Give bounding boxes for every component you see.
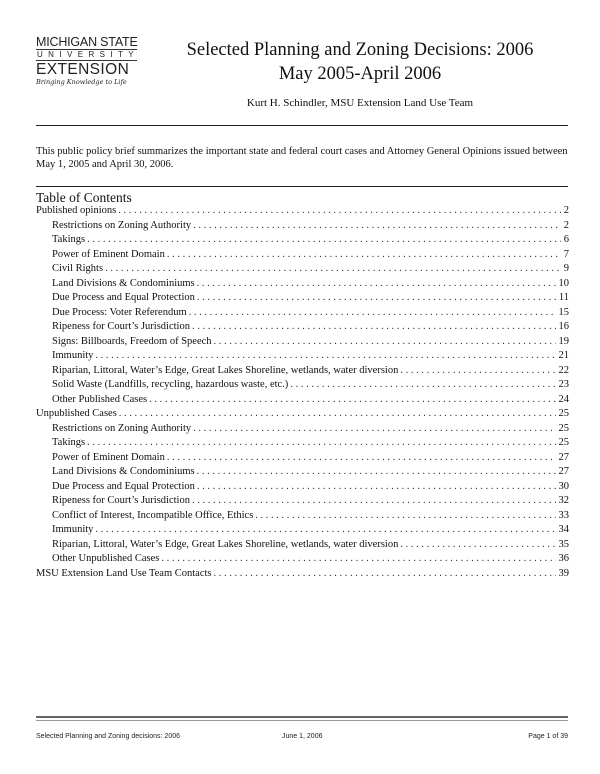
toc-entry[interactable] <box>36 539 569 554</box>
toc-entry-label: Due Process: Voter Referendum <box>52 306 187 318</box>
title-line-1: Selected Planning and Zoning Decisions: 2006 <box>186 40 534 60</box>
logo-line-1: MICHIGAN STATE <box>36 35 138 49</box>
toc-entry-label: Other Unpublished Cases <box>52 553 160 564</box>
toc-entry-page: 32 <box>558 495 569 506</box>
footer-date: June 1, 2006 <box>282 733 323 740</box>
toc-entry[interactable] <box>36 336 569 351</box>
toc-leader-dots <box>87 437 555 448</box>
logo-tagline: Bringing Knowledge to Life <box>36 78 127 86</box>
author-line: Kurt H. Schindler, MSU Extension Land Use Team <box>246 97 474 109</box>
table-of-contents <box>36 205 569 582</box>
toc-entry-page: 9 <box>563 263 569 274</box>
toc-entry[interactable] <box>36 321 569 336</box>
toc-entry-page: 10 <box>558 277 569 289</box>
toc-entry-page: 6 <box>563 234 569 245</box>
toc-entry[interactable] <box>36 263 569 278</box>
toc-entry-page: 21 <box>558 350 569 361</box>
toc-entry-label: Takings <box>52 234 86 245</box>
toc-entry-page: 39 <box>558 567 569 579</box>
toc-entry[interactable] <box>36 350 569 365</box>
toc-entry[interactable] <box>36 220 569 235</box>
toc-entry-page: 24 <box>558 393 569 405</box>
toc-entry-label: Restrictions on Zoning Authority <box>52 422 192 434</box>
toc-entry-label: Immunity <box>52 350 94 361</box>
logo-line-2: UNIVERSITY <box>37 50 140 59</box>
toc-leader-dots <box>105 263 561 274</box>
logo-line-3: EXTENSION <box>36 61 130 78</box>
toc-entry[interactable] <box>36 568 569 583</box>
toc-entry-label: Ripeness for Court’s Jurisdiction <box>52 321 190 332</box>
toc-entry-page: 19 <box>558 335 569 347</box>
toc-entry-label: Power of Eminent Domain <box>52 451 165 463</box>
document-title <box>150 38 570 86</box>
toc-leader-dots <box>197 278 556 289</box>
toc-entry-page: 22 <box>558 364 569 376</box>
toc-entry-label: Riparian, Littoral, Water’s Edge, Great Lakes Shoreline, wetlands, water diversion <box>52 538 399 550</box>
toc-entry-page: 27 <box>558 451 569 463</box>
toc-leader-dots <box>87 234 561 245</box>
footer-document-title: Selected Planning and Zoning decisions: 2006 <box>36 733 180 740</box>
toc-entry[interactable] <box>36 524 569 539</box>
toc-entry[interactable] <box>36 205 569 220</box>
toc-leader-dots <box>167 249 561 260</box>
header-divider <box>36 125 568 126</box>
toc-leader-dots <box>214 568 556 579</box>
toc-entry[interactable] <box>36 495 569 510</box>
intro-paragraph: This public policy brief summarizes the important state and federal court cases and Attorney General Opinions issued between May 1, 2005 and April 30, 2006. <box>36 146 568 170</box>
toc-leader-dots <box>193 220 561 231</box>
toc-entry[interactable] <box>36 365 569 380</box>
toc-leader-dots <box>197 481 556 492</box>
toc-entry[interactable] <box>36 278 569 293</box>
toc-entry[interactable] <box>36 379 569 394</box>
toc-entry-page: 2 <box>563 205 569 216</box>
toc-entry-page: 27 <box>558 466 569 477</box>
toc-entry-page: 16 <box>558 321 569 332</box>
toc-entry-label: Land Divisions & Condominiums <box>52 466 195 477</box>
toc-leader-dots <box>192 321 556 332</box>
toc-leader-dots <box>149 394 555 405</box>
toc-entry-label: Power of Eminent Domain <box>52 248 165 260</box>
toc-entry[interactable] <box>36 466 569 481</box>
toc-entry-label: Takings <box>52 437 86 448</box>
toc-entry[interactable] <box>36 249 569 264</box>
toc-entry-label: Unpublished Cases <box>36 408 117 419</box>
toc-leader-dots <box>290 379 555 390</box>
toc-entry-label: Conflict of Interest, Incompatible Office, Ethics <box>52 509 254 521</box>
toc-entry-label: Signs: Billboards, Freedom of Speech <box>52 335 212 347</box>
toc-leader-dots <box>193 423 555 434</box>
toc-entry-page: 7 <box>563 248 569 260</box>
toc-entry-label: Published opinions <box>36 205 117 216</box>
toc-entry[interactable] <box>36 481 569 496</box>
toc-entry[interactable] <box>36 394 569 409</box>
toc-entry-page: 34 <box>558 524 569 535</box>
toc-entry[interactable] <box>36 423 569 438</box>
toc-leader-dots <box>167 452 556 463</box>
toc-entry-page: 36 <box>558 553 569 564</box>
toc-entry-page: 2 <box>563 219 569 231</box>
toc-entry-label: Due Process and Equal Protection <box>52 292 195 303</box>
toc-leader-dots <box>119 408 556 419</box>
toc-leader-dots <box>197 292 556 303</box>
toc-leader-dots <box>189 307 556 318</box>
toc-entry-page: 25 <box>558 408 569 419</box>
toc-entry-label: MSU Extension Land Use Team Contacts <box>36 567 212 579</box>
footer-divider-thin <box>36 720 568 721</box>
toc-entry-label: Restrictions on Zoning Authority <box>52 219 192 231</box>
footer-page-number: Page 1 of 39 <box>528 733 568 740</box>
toc-entry[interactable] <box>36 234 569 249</box>
toc-entry[interactable] <box>36 307 569 322</box>
toc-leader-dots <box>400 539 555 550</box>
title-line-2: May 2005-April 2006 <box>278 64 442 84</box>
toc-leader-dots <box>400 365 555 376</box>
toc-entry[interactable] <box>36 510 569 525</box>
toc-entry-label: Other Published Cases <box>52 393 148 405</box>
toc-entry-page: 23 <box>558 379 569 390</box>
toc-entry-label: Due Process and Equal Protection <box>52 480 195 492</box>
toc-entry-label: Ripeness for Court’s Jurisdiction <box>52 495 190 506</box>
toc-entry-page: 25 <box>558 437 569 448</box>
toc-entry-page: 25 <box>558 422 569 434</box>
toc-entry[interactable] <box>36 553 569 568</box>
toc-entry-label: Immunity <box>52 524 94 535</box>
footer-divider-thick <box>36 716 568 718</box>
msu-extension-logo <box>36 36 146 87</box>
toc-divider <box>36 186 568 187</box>
toc-entry-page: 35 <box>558 538 569 550</box>
toc-entry-label: Civil Rights <box>52 263 104 274</box>
toc-leader-dots <box>95 350 555 361</box>
toc-entry-label: Land Divisions & Condominiums <box>52 277 195 289</box>
toc-entry-label: Solid Waste (Landfills, recycling, hazardous waste, etc.) <box>52 379 289 390</box>
toc-leader-dots <box>214 336 556 347</box>
toc-entry[interactable] <box>36 408 569 423</box>
toc-entry[interactable] <box>36 452 569 467</box>
toc-entry-page: 33 <box>558 509 569 521</box>
toc-leader-dots <box>161 553 555 564</box>
toc-entry-page: 11 <box>558 292 569 303</box>
toc-entry-label: Riparian, Littoral, Water’s Edge, Great Lakes Shoreline, wetlands, water diversion <box>52 364 399 376</box>
toc-entry-page: 15 <box>558 306 569 318</box>
toc-leader-dots <box>95 524 555 535</box>
toc-entry[interactable] <box>36 437 569 452</box>
toc-leader-dots <box>255 510 555 521</box>
toc-heading: Table of Contents <box>36 190 132 205</box>
toc-leader-dots <box>118 205 561 216</box>
toc-leader-dots <box>197 466 556 477</box>
toc-entry[interactable] <box>36 292 569 307</box>
toc-entry-page: 30 <box>558 480 569 492</box>
toc-leader-dots <box>192 495 556 506</box>
